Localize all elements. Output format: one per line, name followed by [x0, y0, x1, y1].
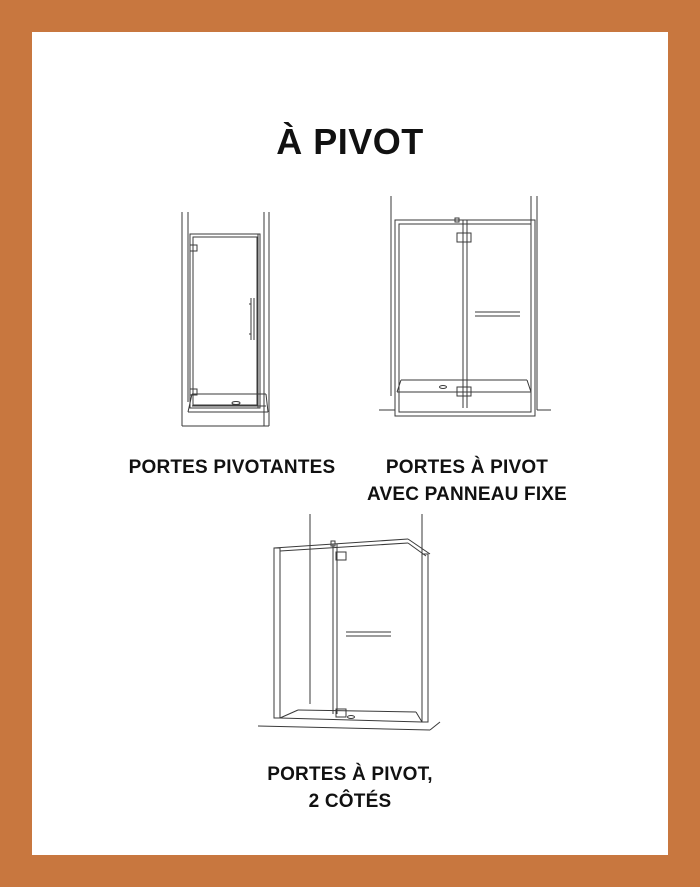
page-title: À PIVOT: [276, 121, 424, 162]
caption-pivot-doors-two-sided: PORTES À PIVOT, 2 CÔTÉS: [267, 764, 433, 812]
pivot-door-two-sided-shower-icon: [256, 514, 442, 734]
caption-pivot-doors: PORTES PIVOTANTES: [128, 457, 336, 478]
caption-pivot-doors-fixed-panel: PORTES À PIVOT AVEC PANNEAU FIXE: [366, 457, 568, 505]
pivot-door-fixed-panel-shower-icon: [375, 196, 553, 418]
pivot-door-shower-icon: [178, 212, 274, 428]
